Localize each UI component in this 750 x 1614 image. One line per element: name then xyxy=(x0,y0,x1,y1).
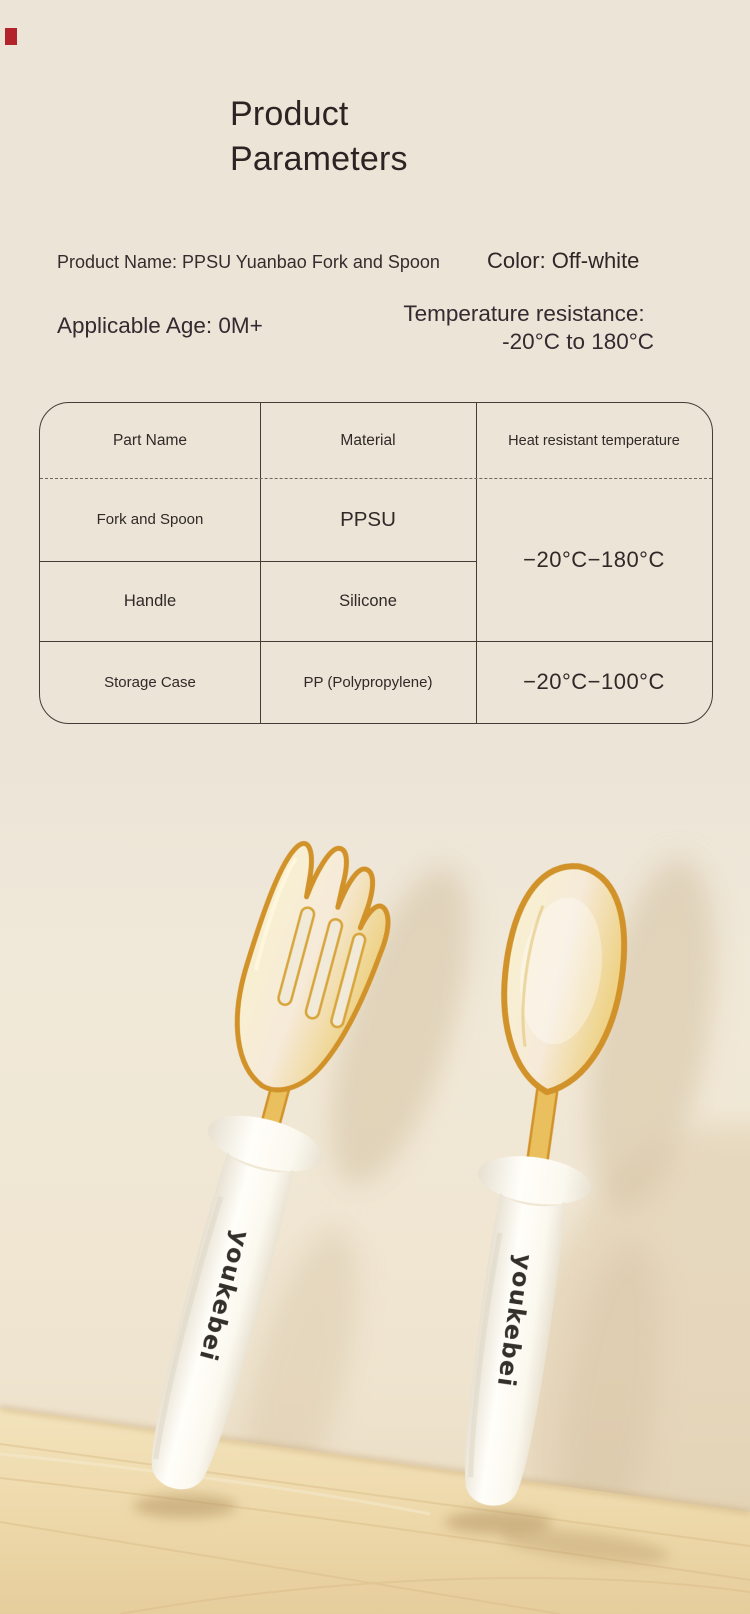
table-header-heat-resistant: Heat resistant temperature xyxy=(508,432,680,449)
page-title-line2: Parameters xyxy=(230,140,408,178)
table-cell-pp: PP (Polypropylene) xyxy=(303,673,433,691)
table-cell-temp-merged: −20°C−180°C xyxy=(523,546,665,572)
table-header-material: Material xyxy=(340,431,396,449)
spec-temperature-resistance xyxy=(388,300,660,356)
spec-applicable-age: Applicable Age: 0M+ xyxy=(57,313,263,338)
brand-text-fork: youkebei xyxy=(193,1227,256,1365)
table-cell-silicone: Silicone xyxy=(339,591,397,610)
table-cell-ppsu: PPSU xyxy=(340,507,396,531)
table-cell-fork-and-spoon: Fork and Spoon xyxy=(96,511,204,528)
red-marker xyxy=(5,28,17,45)
product-photo xyxy=(0,754,750,1614)
table-cell-temp-storage: −20°C−100°C xyxy=(523,669,665,694)
spec-product-name: Product Name: PPSU Yuanbao Fork and Spoon xyxy=(57,252,440,272)
page-title xyxy=(230,92,408,182)
brand-text-spoon: youkebei xyxy=(491,1252,539,1390)
table-cell-handle: Handle xyxy=(123,591,177,610)
page-title-line1: Product xyxy=(230,95,349,133)
spec-temperature-line1: Temperature resistance: xyxy=(403,301,645,326)
spec-color: Color: Off-white xyxy=(487,248,640,273)
table-cell-storage-case: Storage Case xyxy=(104,673,196,691)
spec-temperature-line2: -20°C to 180°C xyxy=(502,329,654,354)
materials-table xyxy=(39,402,713,724)
table-header-part-name: Part Name xyxy=(112,431,188,449)
